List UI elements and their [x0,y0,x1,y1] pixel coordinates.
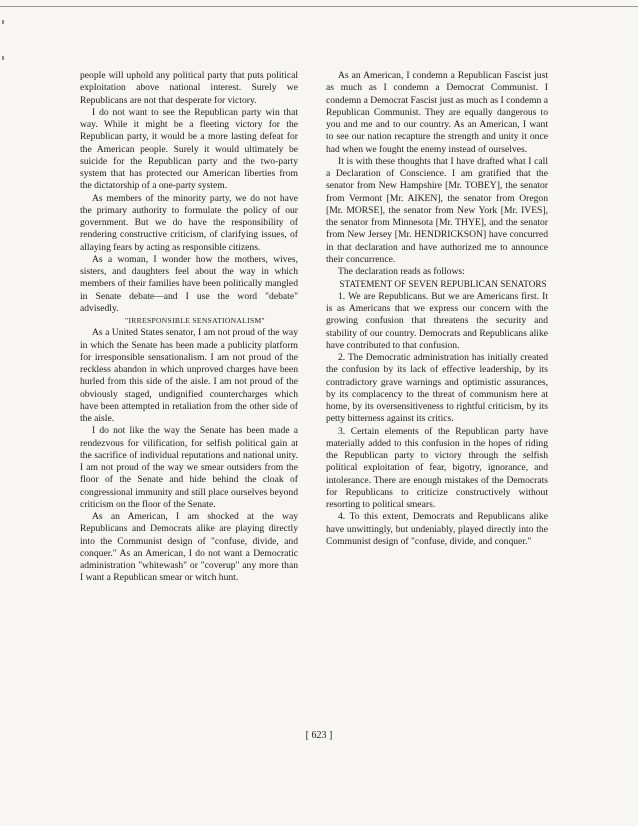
scan-mark [2,56,4,60]
paragraph: I do not like the way the Senate has been made a rendezvous for vilification, for selfish political gain at the sacrifice of individual reputations and national unity. I am not proud of the way we smear outsiders from the floor of the Senate and hide behind the cloak of congressional immunity and still place ourselves beyond criticism on the floor of the Senate. [80,425,298,510]
paragraph: people will uphold any political party that puts political exploitation above national interest. Surely we Republicans are not that desperate for victory. [80,70,298,106]
paragraph: I do not want to see the Republican party win that way. While it might be a fleeting victory for the Republican party, it would be a more lasting defeat for the American people. Surely it would ultimately be suicide for the Republican party and the two-party system that has protected our American liberties from the dictatorship of a one-party system. [80,106,298,192]
right-column [326,70,548,548]
statement-item: 2. The Democratic administration has initially created the confusion by its lack of effective leadership, by its contradictory grave warnings and optimistic assurances, by its complacency to the threat of communism here at home, by its oversensitiveness to rightful criticism, by its petty bitterness against its critics. [326,352,548,425]
statement-item: 4. To this extent, Democrats and Republicans alike have unwittingly, but undeniably, played directly into the Communist design of "confuse, divide, and conquer." [326,511,548,547]
top-rule [0,6,638,7]
paragraph: As an American, I condemn a Republican Fascist just as much as I condemn a Democrat Communist. I condemn a Democrat Fascist just as much as I condemn a Republican Communist. They are equally dangerous to you and me and to our country. As an American, I want to see our nation recapture the strength and unity it once had when we fought the enemy instead of ourselves. [326,70,548,155]
paragraph: The declaration reads as follows: [338,266,465,277]
paragraph: As a woman, I wonder how the mothers, wives, sisters, and daughters feel about the way in which members of their families have been politically mangled in Senate debate—and I use the word "debate" advisedly. [80,253,298,314]
statement-title: STATEMENT OF SEVEN REPUBLICAN SENATORS [339,279,547,290]
section-subheading: "IRRESPONSIBLE SENSATIONALISM" [125,316,265,325]
paragraph: As members of the minority party, we do not have the primary authority to formulate the policy of our government. But we do have the responsibility of rendering constructive criticism, of clarifying issues, of allaying fears by acting as responsible citizens. [80,192,298,253]
paragraph: It is with these thoughts that I have drafted what I call a Declaration of Conscience. I am gratified that the senator from New Hampshire [Mr. TOBEY], the senator from Vermont [Mr. AIKEN], the senator from Oregon [Mr. MORSE], the senator from New York [Mr. IVES], the senator from Minnesota [Mr. THYE], and the senator from New Jersey [Mr. HENDRICKSON] have concurred in that declaration and have authorized me to announce their concurrence. [326,155,548,265]
scan-mark [2,20,4,24]
paragraph: As an American, I am shocked at the way Republicans and Democrats alike are playing directly into the Communist design of "confuse, divide, and conquer." As an American, I do not want a Democratic administration "whitewash" or "coverup" any more than I want a Republican smear or witch hunt. [80,511,298,584]
left-column [80,70,298,585]
paragraph: As a United States senator, I am not proud of the way in which the Senate has been made a publicity platform for irresponsible sensationalism. I am not proud of the reckless abandon in which unproved charges have been hurled from this side of the aisle. I am not proud of the obviously staged, undignified countercharges which have been attempted in retaliation from the other side of the aisle. [80,327,298,424]
statement-item: 3. Certain elements of the Republican party have materially added to this confusion in the hopes of riding the Republican party to victory through the selfish political exploitation of fear, bigotry, ignorance, and intolerance. There are enough mistakes of the Democrats for Republicans to criticize constructively without resorting to political smears. [326,425,548,510]
statement-item: 1. We are Republicans. But we are Americans first. It is as Americans that we express our concern with the growing confusion that threatens the security and stability of our country. Democrats and Republicans alike have contributed to that confusion. [326,290,548,351]
page-number: [ 623 ] [305,730,333,741]
